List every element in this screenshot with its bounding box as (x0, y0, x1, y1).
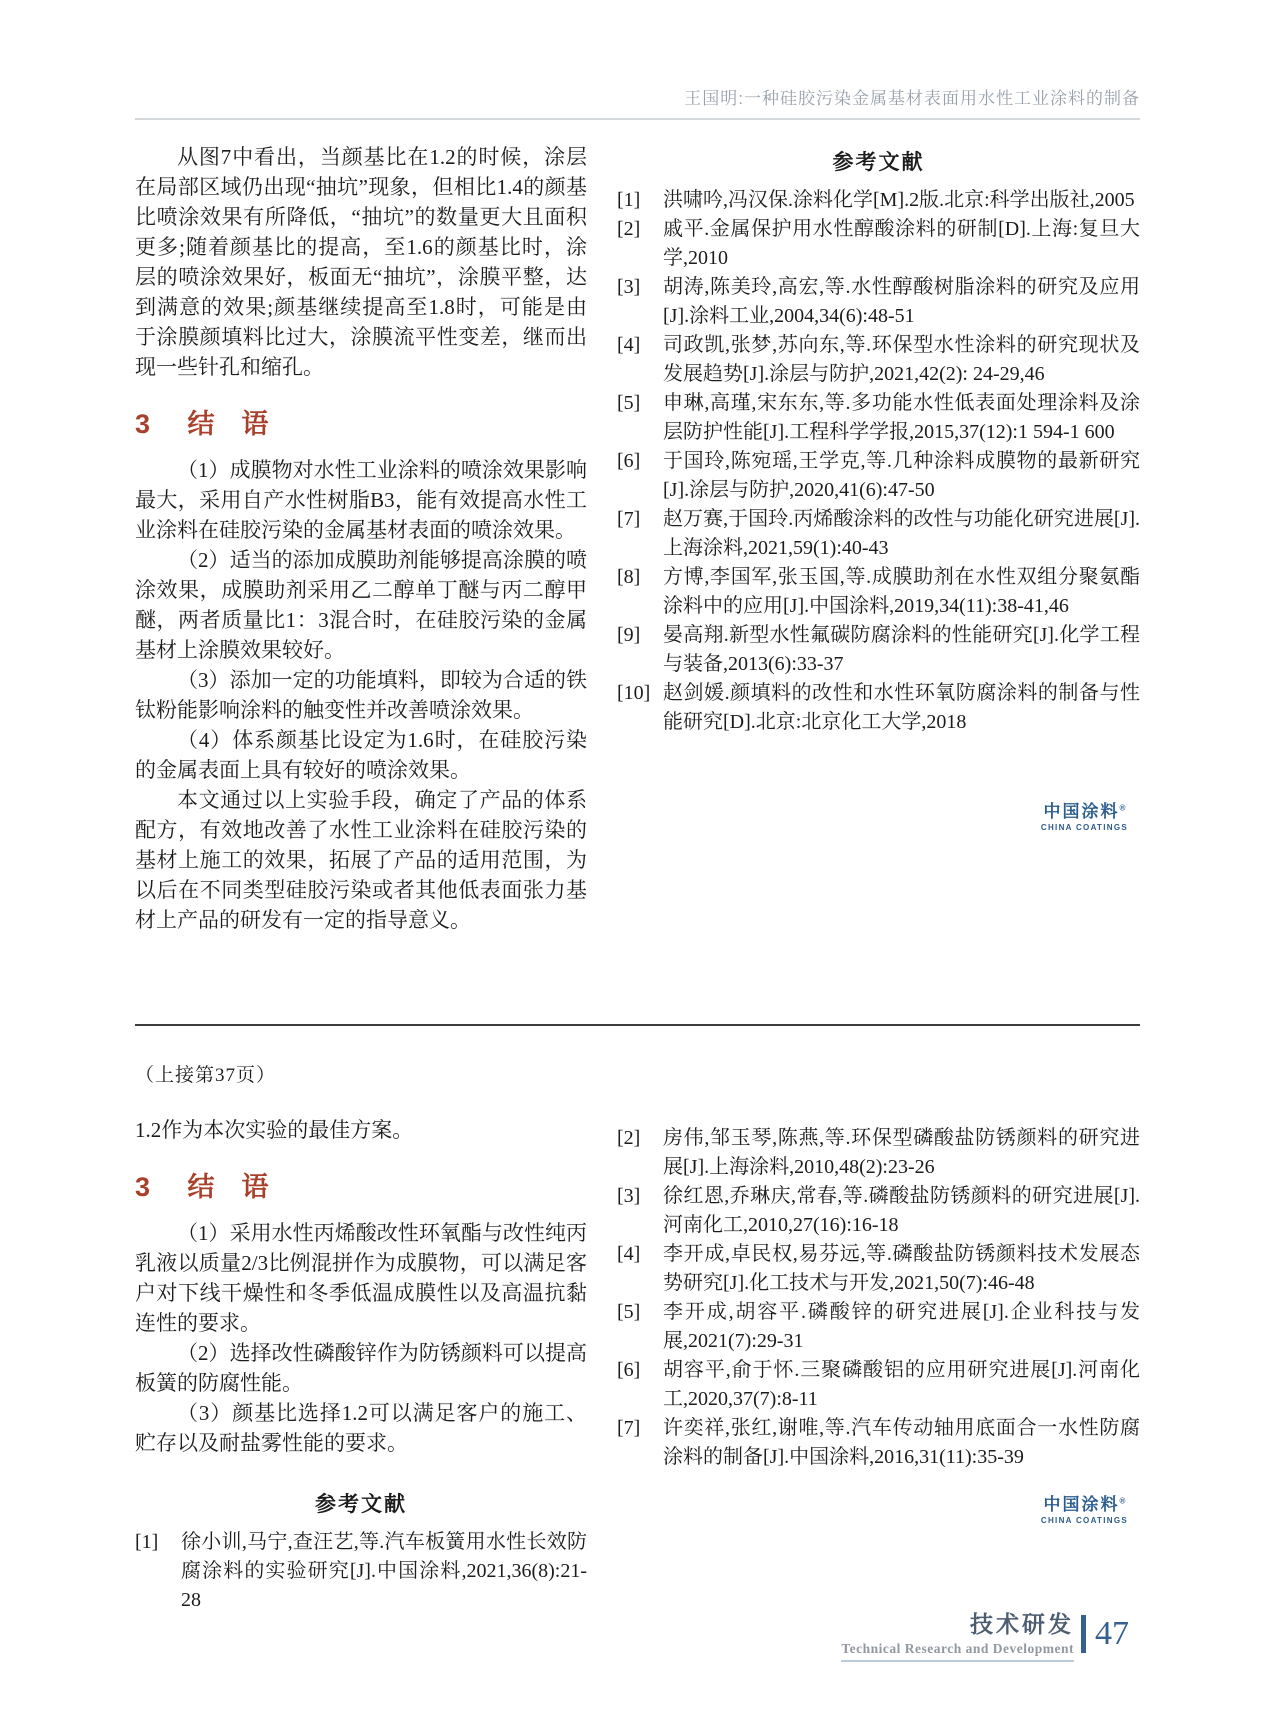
reference-text: 戚平.金属保护用水性醇酸涂料的研制[D].上海:复旦大学,2010 (663, 218, 1140, 269)
reference-label: [6] (617, 1359, 641, 1381)
page-footer (841, 1606, 1129, 1662)
registered-mark-icon: ® (1119, 803, 1126, 813)
reference-item (617, 273, 1140, 331)
china-coatings-logo (1041, 1496, 1128, 1525)
section-number: 3 (135, 1172, 151, 1202)
reference-item (617, 505, 1140, 563)
reference-text: 于国玲,陈宛瑶,王学克,等.几种涂料成膜物的最新研究[J].涂层与防护,2020,41(6):47-50 (663, 450, 1140, 501)
conclusion-item: （2）选择改性磷酸锌作为防锈颜料可以提高板簧的防腐性能。 (135, 1341, 587, 1395)
page-header (135, 0, 1140, 120)
top-section (135, 142, 1140, 935)
top-left-column (135, 142, 587, 935)
reference-item (617, 1240, 1140, 1298)
reference-label: [4] (617, 1243, 641, 1265)
footer-section-labels (841, 1606, 1074, 1662)
reference-text: 徐小训,马宁,查汪艺,等.汽车板簧用水性长效防腐涂料的实验研究[J].中国涂料,2021,36(8):21-28 (181, 1531, 587, 1611)
reference-item (617, 1356, 1140, 1414)
section-title: 结 语 (187, 409, 269, 439)
reference-label: [3] (617, 276, 641, 298)
reference-text: 赵万赛,于国玲.丙烯酸涂料的改性与功能化研究进展[J].上海涂料,2021,59(1):40-43 (663, 508, 1140, 559)
registered-mark-icon: ® (1119, 1496, 1126, 1506)
reference-text: 徐红恩,乔琳庆,常春,等.磷酸盐防锈颜料的研究进展[J].河南化工,2010,27(16):16-18 (663, 1185, 1140, 1236)
lead-paragraph: 1.2作为本次实验的最佳方案。 (135, 1118, 414, 1142)
reference-text: 许奕祥,张红,谢唯,等.汽车传动轴用底面合一水性防腐涂料的制备[J].中国涂料,2016,31(11):35-39 (663, 1417, 1140, 1468)
section-heading-conclusion (135, 402, 587, 441)
reference-label: [10] (617, 682, 651, 704)
conclusion-item: （4）体系颜基比设定为1.6时，在硅胶污染的金属表面上具有较好的喷涂效果。 (135, 728, 587, 782)
reference-text: 方博,李国军,张玉国,等.成膜助剂在水性双组分聚氨酯涂料中的应用[J].中国涂料,2019,34(11):38-41,46 (663, 566, 1140, 617)
reference-item (617, 563, 1140, 621)
logo-en-text: CHINA COATINGS (1040, 822, 1128, 832)
references-list (135, 1528, 587, 1615)
section-title: 结 语 (187, 1172, 269, 1202)
reference-item (617, 331, 1140, 389)
reference-label: [8] (617, 566, 641, 588)
closing-paragraph: 本文通过以上实验手段，确定了产品的体系配方，有效地改善了水性工业涂料在硅胶污染的基材上施工的效果，拓展了产品的适用范围，为以后在不同类型硅胶污染或者其他低表面张力基材上产品的研发有一定的指导意义。 (135, 788, 587, 932)
reference-text: 洪啸吟,冯汉保.涂料化学[M].2版.北京:科学出版社,2005 (663, 189, 1135, 211)
conclusion-item: （3）颜基比选择1.2可以满足客户的施工、贮存以及耐盐雾性能的要求。 (135, 1401, 587, 1455)
logo-container (617, 803, 1140, 835)
reference-text: 李开成,卓民权,易芬远,等.磷酸盐防锈颜料技术发展态势研究[J].化工技术与开发,2021,50(7):46-48 (663, 1243, 1140, 1294)
bottom-left-column (135, 1050, 587, 1615)
reference-item (617, 621, 1140, 679)
reference-label: [5] (617, 1301, 641, 1323)
references-list (617, 186, 1140, 737)
reference-item (617, 447, 1140, 505)
reference-label: [2] (617, 1127, 641, 1149)
conclusion-item: （1）采用水性丙烯酸改性环氧酯与改性纯丙乳液以质量2/3比例混拼作为成膜物，可以满足客户对下线干燥性和冬季低温成膜性以及高温抗黏连性的要求。 (135, 1221, 587, 1335)
reference-label: [4] (617, 334, 641, 356)
reference-text: 李开成,胡容平.磷酸锌的研究进展[J].企业科技与发展,2021(7):29-31 (663, 1301, 1140, 1352)
reference-label: [7] (617, 1417, 641, 1439)
header-rule (135, 118, 1140, 120)
reference-text: 晏高翔.新型水性氟碳防腐涂料的性能研究[J].化学工程与装备,2013(6):33-37 (663, 624, 1140, 675)
footer-divider-bar (1081, 1615, 1086, 1653)
reference-item (617, 1182, 1140, 1240)
china-coatings-logo (1041, 803, 1128, 832)
section-divider (135, 1024, 1140, 1026)
reference-label: [7] (617, 508, 641, 530)
reference-text: 申琳,高瑾,宋东东,等.多功能水性低表面处理涂料及涂层防护性能[J].工程科学学报,2015,37(12):1 594-1 600 (663, 392, 1140, 443)
reference-label: [2] (617, 218, 641, 240)
reference-label: [6] (617, 450, 641, 472)
body-paragraph: 从图7中看出，当颜基比在1.2的时候，涂层在局部区域仍出现“抽坑”现象，但相比1.4的颜基比喷涂效果有所降低，“抽坑”的数量更大且面积更多;随着颜基比的提高，至1.6的颜基比时，涂层的喷涂效果好，板面无“抽坑”，涂膜平整，达到满意的效果;颜基继续提高至1.8时，可能是由于涂膜颜填料比过大，涂膜流平性变差，继而出现一些针孔和缩孔。 (135, 145, 587, 379)
reference-item (617, 1124, 1140, 1182)
logo-zh-text: 中国涂料® (1043, 1495, 1126, 1514)
logo-zh-text: 中国涂料® (1043, 802, 1126, 821)
references-heading: 参考文献 (832, 151, 925, 174)
references-list (617, 1124, 1140, 1472)
reference-text: 赵剑媛.颜填料的改性和水性环氧防腐涂料的制备与性能研究[D].北京:北京化工大学,2018 (663, 682, 1140, 733)
logo-en-text: CHINA COATINGS (1040, 1515, 1128, 1525)
references-heading: 参考文献 (315, 1493, 407, 1516)
conclusion-item: （2）适当的添加成膜助剂能够提高涂膜的喷涂效果，成膜助剂采用乙二醇单丁醚与丙二醇甲醚，两者质量比1：3混合时，在硅胶污染的金属基材上涂膜效果较好。 (135, 548, 587, 662)
reference-label: [1] (617, 189, 641, 211)
section-heading-conclusion (135, 1165, 587, 1204)
reference-text: 胡容平,俞于怀.三聚磷酸铝的应用研究进展[J].河南化工,2020,37(7):8-11 (663, 1359, 1140, 1410)
top-right-column (617, 142, 1140, 935)
footer-section-en: Technical Research and Development (841, 1641, 1074, 1656)
reference-label: [5] (617, 392, 641, 414)
footer-section-zh: 技术研发 (970, 1611, 1074, 1637)
running-title: 王国明:一种硅胶污染金属基材表面用水性工业涂料的制备 (684, 89, 1140, 108)
conclusion-item: （1）成膜物对水性工业涂料的喷涂效果影响最大，采用自产水性树脂B3，能有效提高水性工业涂料在硅胶污染的金属基材表面的喷涂效果。 (135, 458, 587, 542)
continued-from-note: （上接第37页） (135, 1065, 277, 1086)
reference-text: 司政凯,张梦,苏向东,等.环保型水性涂料的研究现状及发展趋势[J].涂层与防护,2021,42(2): 24-29,46 (663, 334, 1140, 385)
reference-label: [3] (617, 1185, 641, 1207)
reference-item (617, 186, 1140, 215)
reference-item (617, 215, 1140, 273)
reference-item (617, 389, 1140, 447)
reference-label: [9] (617, 624, 641, 646)
logo-container (617, 1496, 1140, 1528)
reference-text: 胡涛,陈美玲,高宏,等.水性醇酸树脂涂料的研究及应用[J].涂料工业,2004,34(6):48-51 (663, 276, 1140, 327)
bottom-right-column (617, 1050, 1140, 1615)
bottom-section (135, 1050, 1140, 1615)
section-number: 3 (135, 409, 151, 439)
conclusion-item: （3）添加一定的功能填料，即较为合适的铁钛粉能影响涂料的触变性并改善喷涂效果。 (135, 668, 587, 722)
reference-item (617, 1298, 1140, 1356)
page-number: 47 (1095, 1615, 1129, 1652)
reference-label: [1] (135, 1531, 159, 1553)
reference-item (135, 1528, 587, 1615)
reference-item (617, 1414, 1140, 1472)
reference-item (617, 679, 1140, 737)
reference-text: 房伟,邹玉琴,陈燕,等.环保型磷酸盐防锈颜料的研究进展[J].上海涂料,2010,48(2):23-26 (663, 1127, 1140, 1178)
